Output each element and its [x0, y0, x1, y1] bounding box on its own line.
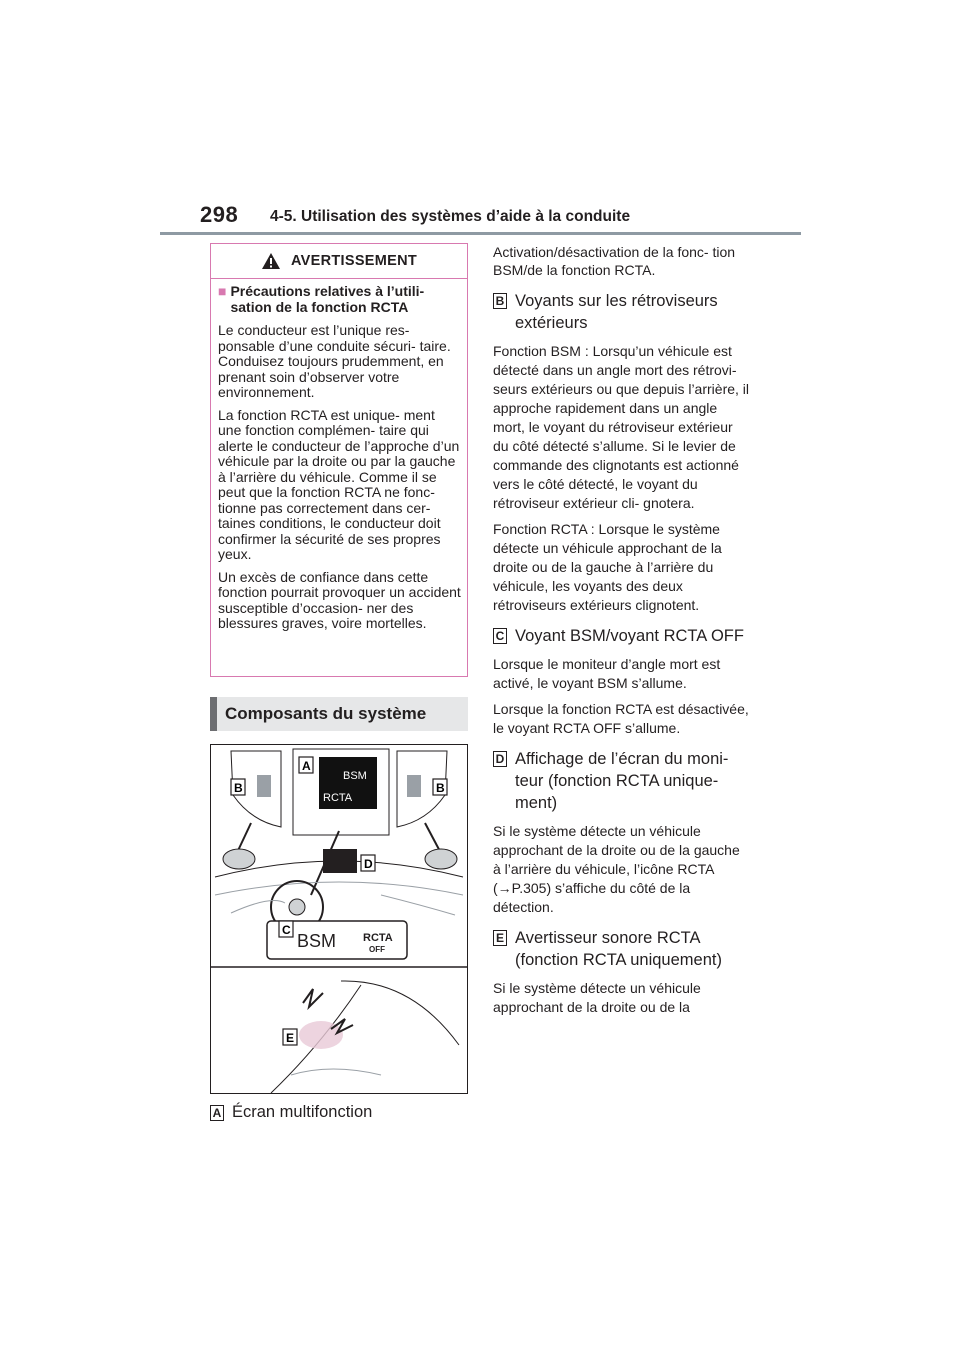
label-e [283, 1029, 297, 1045]
label-box: A [210, 1105, 224, 1121]
item-heading-text: Avertisseur sonore RCTA (fonction RCTA uniquement) [515, 929, 722, 969]
right-mirror-indicator-icon [407, 775, 421, 797]
item-b [493, 290, 749, 615]
label-b-left [231, 779, 245, 795]
header-rule [160, 232, 801, 235]
warning-box [210, 243, 468, 677]
item-heading [493, 625, 749, 647]
caption-a [210, 1103, 372, 1122]
label-box: B [493, 293, 507, 309]
svg-text:B: B [234, 781, 243, 795]
caption-a-text: Écran multifonction [232, 1103, 373, 1121]
label-d [361, 855, 375, 871]
indicator-rcta-text: RCTA [363, 932, 393, 944]
system-components-figure [210, 744, 468, 1094]
svg-text:E: E [286, 1031, 295, 1045]
square-bullet-icon: ■ [218, 283, 227, 299]
item-heading-text: Voyants sur les rétroviseurs extérieurs [515, 292, 718, 332]
item-c [493, 625, 749, 738]
svg-text:A: A [302, 759, 311, 773]
right-column [493, 243, 749, 1027]
left-side-mirror [223, 849, 255, 869]
indicator-off-text: OFF [369, 945, 385, 954]
display-bsm-text: BSM [343, 770, 367, 782]
left-mirror-indicator-icon [257, 775, 271, 797]
svg-text:B: B [436, 781, 445, 795]
display-rcta-text: RCTA [323, 792, 353, 804]
item-heading-text: Affichage de l’écran du moni- teur (fonction RCTA unique- ment) [515, 750, 729, 812]
item-heading-text: Voyant BSM/voyant RCTA OFF [515, 627, 744, 645]
svg-text:D: D [364, 857, 373, 871]
section-title: 4-5. Utilisation des systèmes d’aide à la conduite [270, 208, 631, 225]
warning-title: AVERTISSEMENT [290, 253, 418, 269]
item-heading [493, 748, 749, 814]
warning-subheading-text: Précautions relatives à l’utili- sation de la fonction RCTA [230, 283, 425, 315]
label-c [279, 921, 293, 937]
right-side-mirror [425, 849, 457, 869]
warning-body [218, 284, 462, 639]
warning-paragraph: Un excès de confiance dans cette fonction pourrait provoquer un accident susceptible d’occasion- ner des blessures graves, voire mortelles. [218, 568, 461, 631]
item-heading [493, 290, 749, 334]
item-heading [493, 927, 749, 971]
dashboard-illustration [211, 745, 467, 1093]
center-screen [323, 849, 357, 873]
warning-paragraph: La fonction RCTA est unique- ment une fonction complémen- taire qui alerte le conducteur de l’approche d’un véhicule par la droite ou par la gauche à l’arrière du véhicule. Comme il se peut que la fonction RCTA ne fonc- tionne pas correctement dans cer- taines conditions, le conducteur doit confirmer la sécurité de ses propres yeux. [218, 406, 460, 562]
label-box: E [493, 930, 507, 946]
label-box: D [493, 751, 507, 767]
label-a [299, 757, 313, 773]
sound-icon [303, 989, 323, 1007]
item-paragraph: Si le système détecte un véhicule approchant de la droite ou de la gauche à l’arrière du véhicule, l’icône RCTA (→P.305) s’affiche du côté de la détection. [493, 823, 740, 915]
item-d [493, 748, 749, 917]
item-paragraph: Si le système détecte un véhicule approchant de la droite ou de la [493, 980, 701, 1015]
warning-triangle-icon [261, 252, 281, 270]
intro-paragraph: Activation/désactivation de la fonc- tion BSM/de la fonction RCTA. [493, 244, 736, 278]
warning-subheading [218, 284, 462, 315]
page-number: 298 [200, 202, 239, 227]
item-paragraph: Fonction BSM : Lorsqu’un véhicule est détecté dans un angle mort des rétrovi- seurs extérieurs ou que depuis l’arrière, il approche rapidement dans un angle mort, le voyant du rétroviseur extérieur du côté détecté s’allume. Si le levier de commande des clignotants est actionné vers le côté détecté, le voyant du rétroviseur extérieur cli- gnotera. [493, 343, 750, 511]
label-b-right [433, 779, 447, 795]
label-box: C [493, 628, 507, 644]
item-e [493, 927, 749, 1017]
item-paragraph: Lorsque le moniteur d’angle mort est activé, le voyant BSM s’allume. [493, 656, 721, 691]
item-paragraph: Lorsque la fonction RCTA est désactivée, le voyant RCTA OFF s’allume. [493, 701, 749, 736]
warning-paragraph: Le conducteur est l’unique res- ponsable d’une conduite sécuri- taire. Conduisez toujours prudemment, en prenant soin d’observer votre environnement. [218, 322, 451, 400]
svg-text:C: C [282, 923, 291, 937]
components-heading: Composants du système [210, 697, 468, 731]
warning-header [211, 244, 467, 279]
indicator-bsm-text: BSM [297, 931, 337, 951]
item-paragraph: Fonction RCTA : Lorsque le système détecte un véhicule approchant de la droite ou de la gauche à l’arrière du véhicule, les voyants des deux rétroviseurs extérieurs clignotent. [493, 521, 722, 613]
